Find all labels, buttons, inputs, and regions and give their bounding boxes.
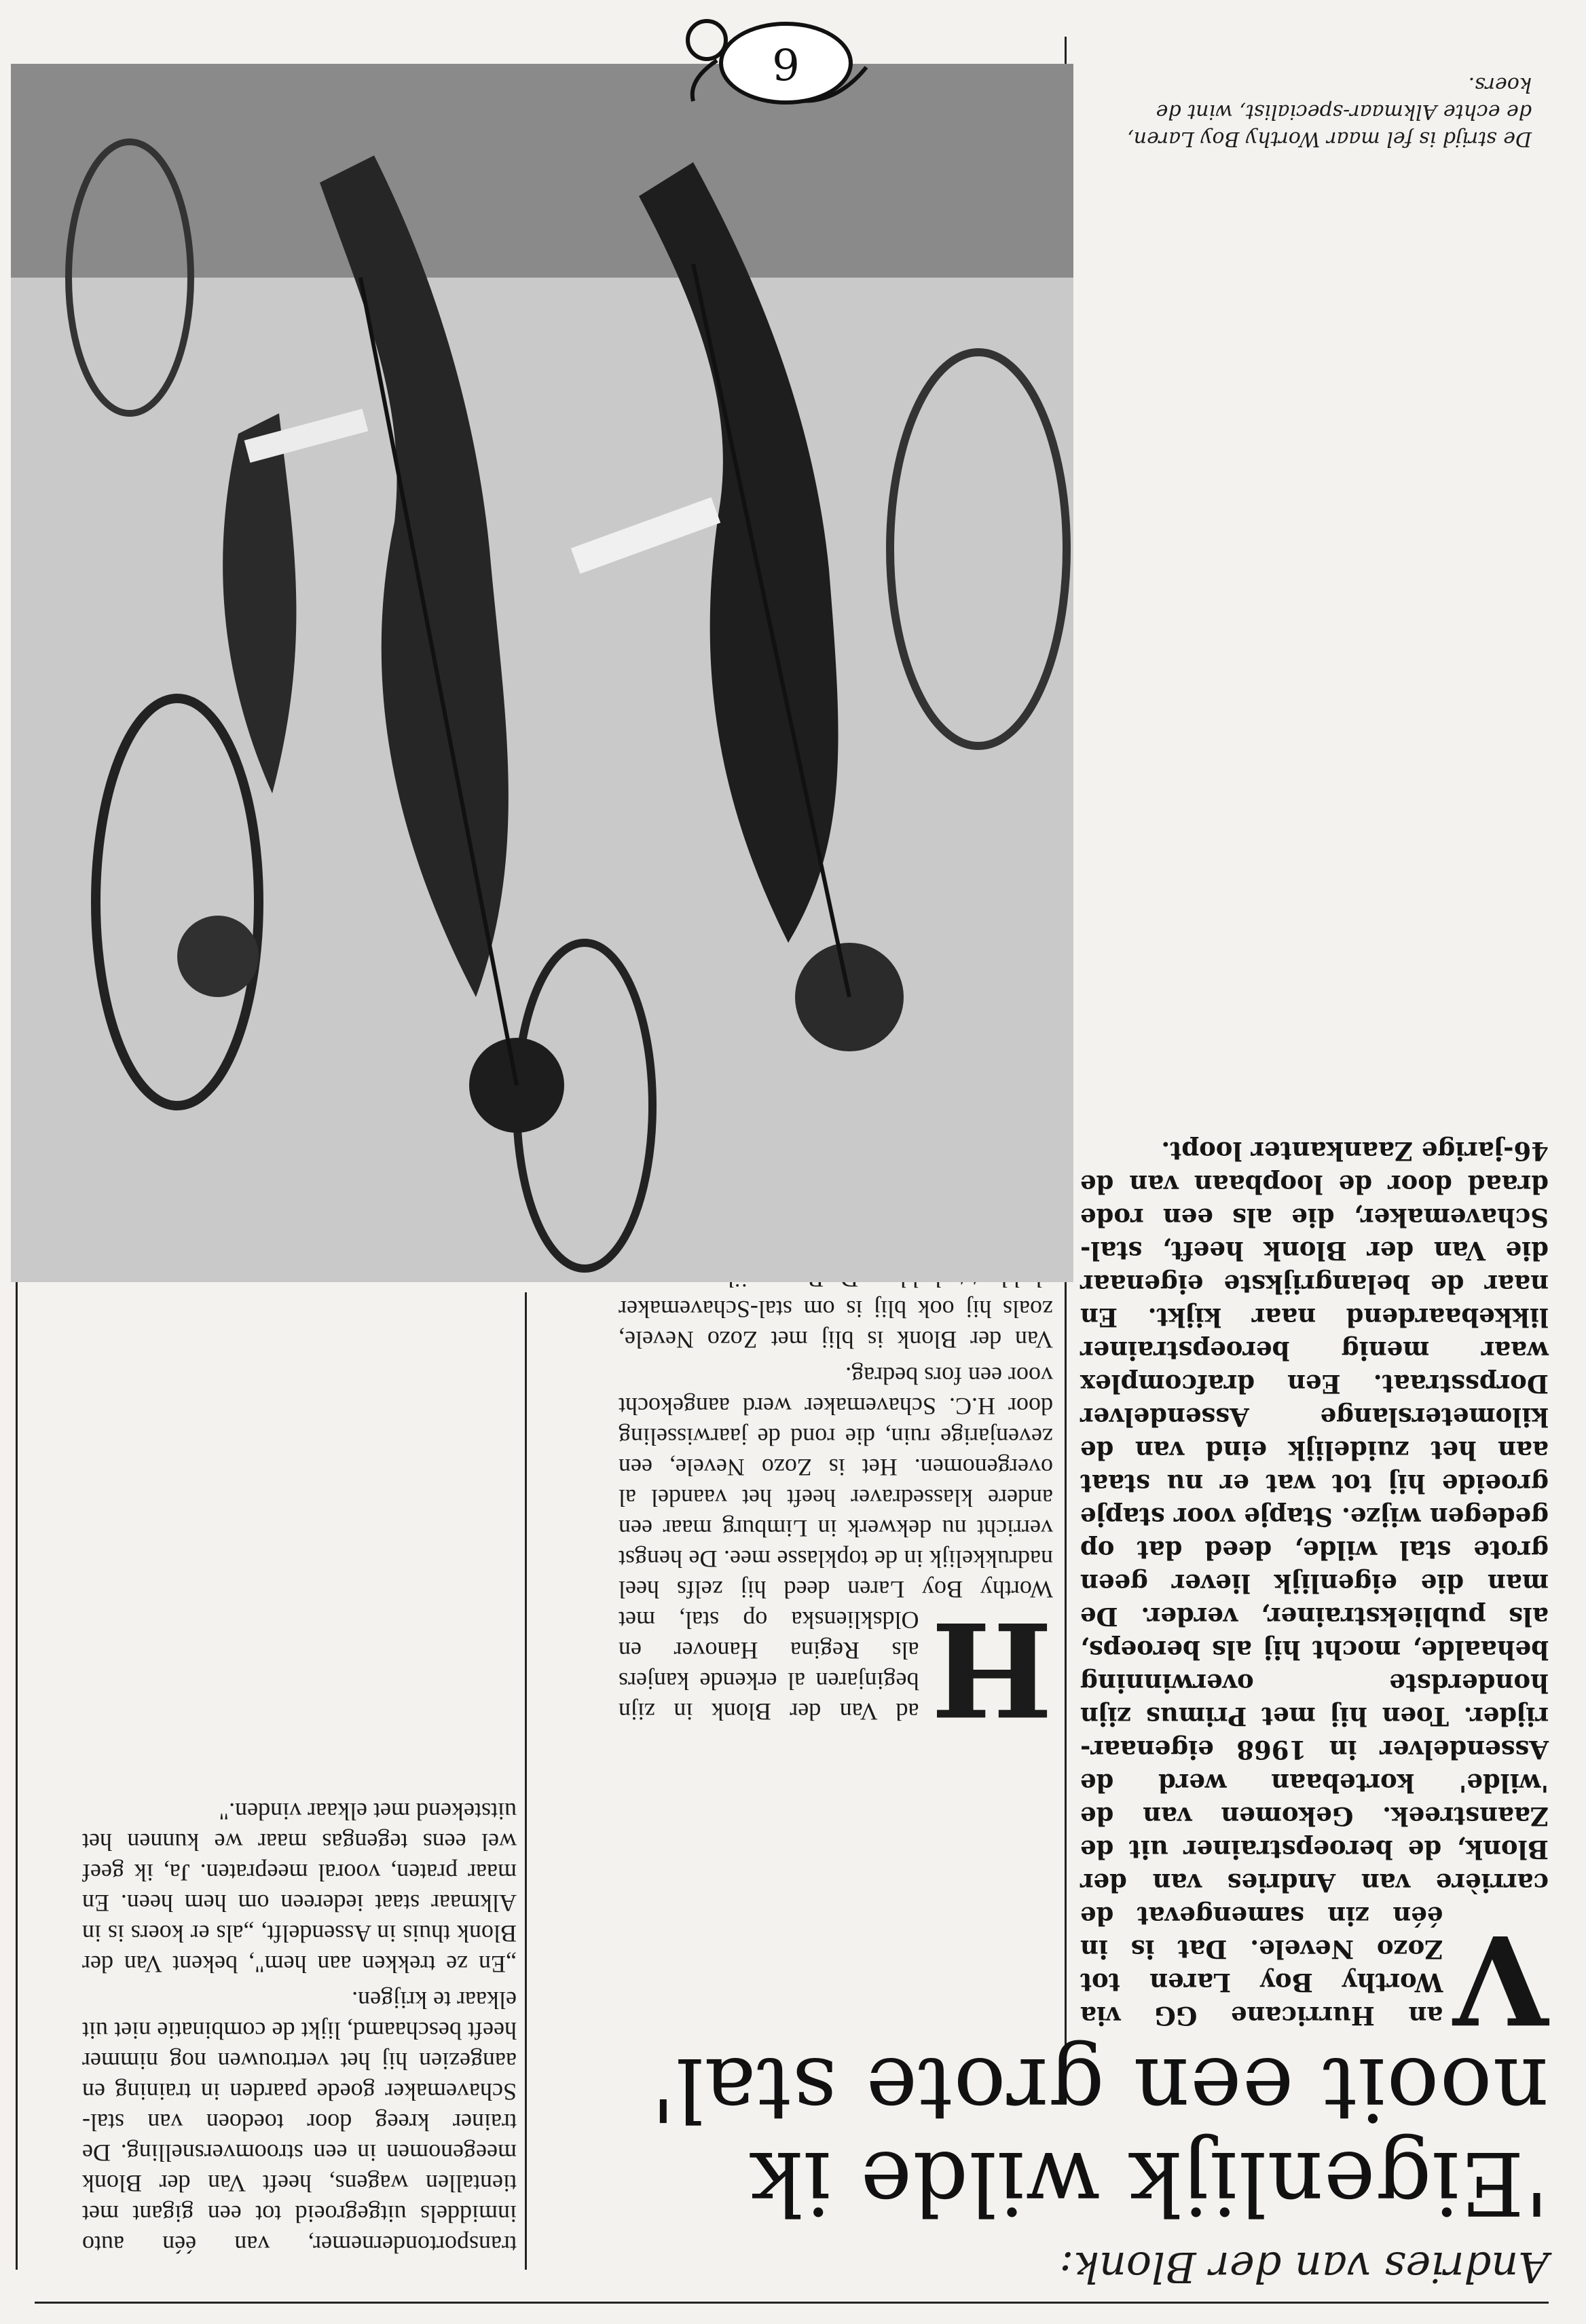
column-2 — [619, 1258, 1053, 1744]
column-divider-2 — [525, 1292, 527, 2270]
column-paragraph: Van der Blonk is blij met Zozo Nevele, zoals hij ook blij is om stal-Schavemaker — [619, 1296, 1053, 1353]
photo-caption: De strijd is fel maar Worthy Boy Laren, de echte Alkmaar-specialist, wint de koers. — [1127, 73, 1532, 151]
column-paragraph: H ad Van der Blonk in zijn beginjaren al erkende kanjers als Regina Hanover en Oldsklienska op stal, met Worthy Boy Laren deed hij zelfs heel nadrukkelijk in de topklasse mee. De hengst verricht nu dekwerk in Limburg maar een andere klassedraver heeft het vaandel al overgenomen. Het is Zozo Nevele, een zevenjarige ruin, die rond de jaarwisseling door H.C. Schavemaker werd aangekocht voor een fors bedrag. — [619, 1362, 1053, 1744]
kicker: Andries van der Blonk: — [1059, 2243, 1549, 2292]
intro-dropcap: V — [1454, 1907, 1549, 2050]
intro-text: an Hurricane GG via Worthy Boy Laren tot Zozo Nevele. Dat is in één zin samengevat de carrière van Andries van der Blonk, de beroepstrainer uit de Zaanstreek. Gekomen van de 'wilde' kortebaan werd de Assendelver in 1968 eigenaar-rijder. Toen hij met Primus zijn honderdste overwinning behaalde, mocht hij als beroeps, als publiekstrainer, verder. De man die eigenlijk liever geen grote stal wilde, deed dat op gedegen wijze. Stapje voor stapje groeide hij tot wat er nu staat aan het zuidelijk eind van de kilometerslange Assendelver Dorpsstraat. Een drafcomplex waar menig beroepstrainer likkebaardend naar kijkt. En naar de belangrijkste eigenaar die Van der Blonk heeft, stal-Schavemaker, die als een rode draad door de loopbaan van de 46-jarige Zaankanter loopt. — [1080, 1136, 1549, 2031]
photo-drawing — [11, 64, 1073, 1282]
driver-helmet — [177, 916, 259, 997]
column-paragraph: „En ze trekken aan hem", bekent Van der Blonk thuis in Assendelft, „als er koers is in Alkmaar staat iedereen om hem heen. En maar praten, vooral meepraten. Ja, ik geef wel eens tegengas maar we kunnen het uitstekend met elkaar vinden." — [82, 1798, 517, 1978]
column-1 — [82, 1296, 517, 2260]
page-number-badge — [683, 13, 880, 115]
column-paragraph: transportondernemer, van één auto inmiddels uitgegroeid tot een gigant met tientallen wagens, heeft Van der Blonk meegenomen in een stroomversnelling. De trainer kreeg door toedoen van stal-Schavemaker goede paarden in training en aangezien hij het vertrouwen nog nimmer heeft beschaamd, lijkt de combinatie niet uit elkaar te krijgen. — [82, 1987, 517, 2258]
harness-racing-photo — [11, 64, 1073, 1282]
page-title: 'Eigenlijk wilde ik nooit een grote stal' — [650, 2038, 1549, 2233]
page-number: 6 — [719, 22, 853, 105]
intro-paragraph — [1080, 1134, 1549, 2050]
dropcap-h: H — [931, 1593, 1053, 1744]
top-rule — [35, 2302, 1549, 2304]
